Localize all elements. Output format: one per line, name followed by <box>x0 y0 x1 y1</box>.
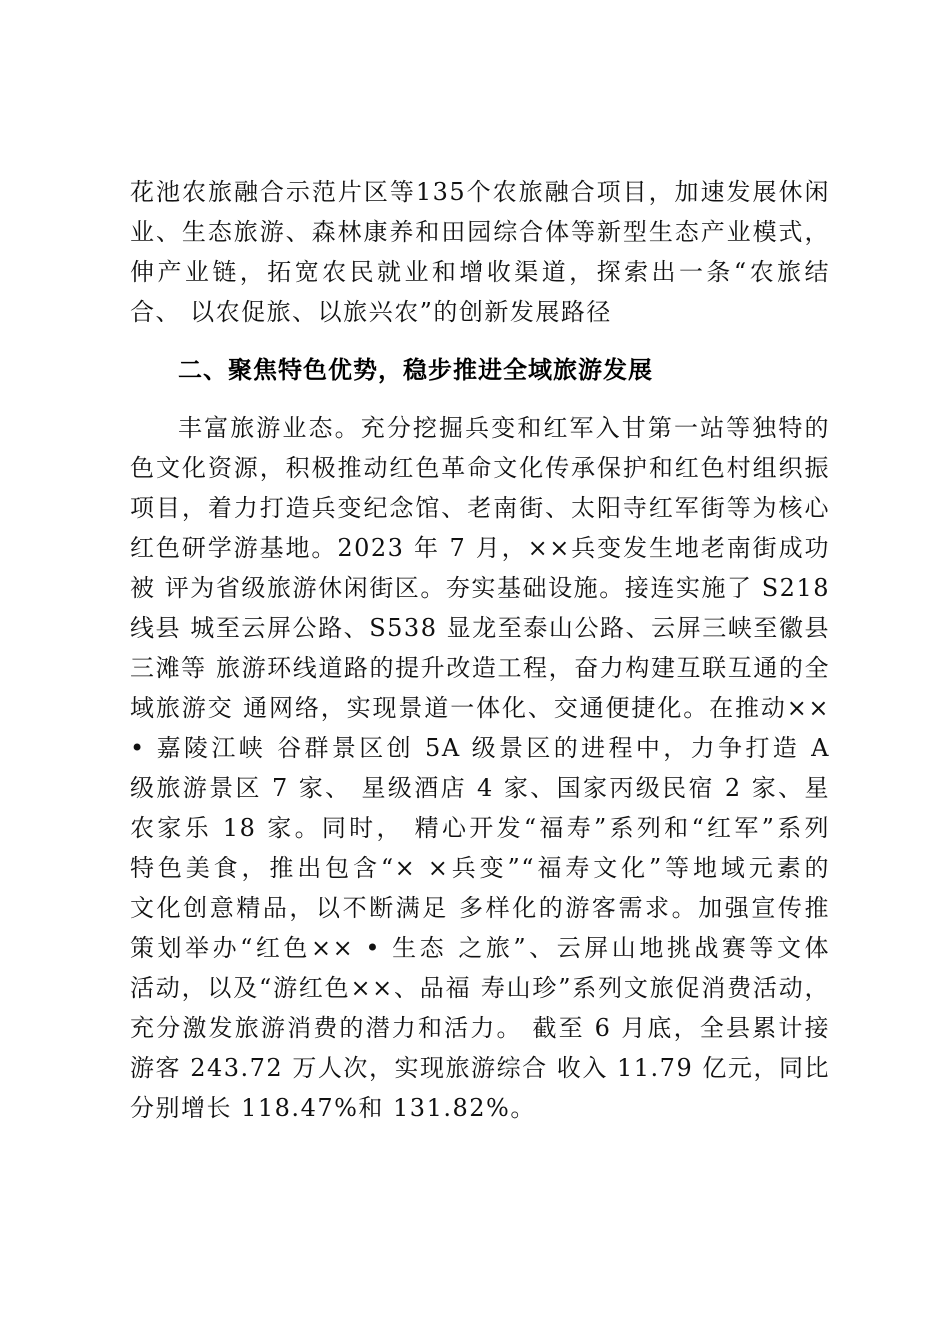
paragraph-line: 特色美食，推出包含“× ×兵变”“福寿文化”等地域元素的 <box>130 854 830 882</box>
paragraph-line: 域旅游交 通网络，实现景道一体化、交通便捷化。在推动×× <box>130 694 830 722</box>
paragraph-line: 策划举办“红色×× • 生态 之旅”、云屏山地挑战赛等文体 <box>130 934 830 962</box>
paragraph-line: 合、 以农促旅、以旅兴农”的创新发展路径 <box>130 298 612 326</box>
paragraph-line: 业、生态旅游、森林康养和田园综合体等新型生态产业模式， <box>130 218 830 246</box>
paragraph-line: 被 评为省级旅游休闲街区。夯实基础设施。接连实施了 S218 <box>130 574 830 602</box>
paragraph-line: • 嘉陵江峡 谷群景区创 5A 级景区的进程中，力争打造 A <box>130 734 830 762</box>
paragraph-line: 色文化资源，积极推动红色革命文化传承保护和红色村组织振 <box>130 454 830 482</box>
paragraph-line: 游客 243.72 万人次，实现旅游综合 收入 11.79 亿元，同比 <box>130 1054 830 1082</box>
section-heading: 二、聚焦特色优势，稳步推进全域旅游发展 <box>178 356 653 384</box>
paragraph-line: 文化创意精品，以不断满足 多样化的游客需求。加强宣传推 <box>130 894 830 922</box>
paragraph-line: 三滩等 旅游环线道路的提升改造工程，奋力构建互联互通的全 <box>130 654 830 682</box>
paragraph-line: 伸产业链，拓宽农民就业和增收渠道，探索出一条“农旅结 <box>130 258 830 286</box>
paragraph-line: 活动，以及“游红色××、品福 寿山珍”系列文旅促消费活动， <box>130 974 830 1002</box>
paragraph-line: 充分激发旅游消费的潜力和活力。 截至 6 月底，全县累计接 <box>130 1014 830 1042</box>
paragraph-line: 丰富旅游业态。充分挖掘兵变和红军入甘第一站等独特的 <box>178 414 830 442</box>
paragraph-line: 线县 城至云屏公路、S538 显龙至泰山公路、云屏三峡至徽县 <box>130 614 830 642</box>
paragraph-line: 红色研学游基地。2023 年 7 月，××兵变发生地老南街成功 <box>130 534 830 562</box>
paragraph-line: 项目，着力打造兵变纪念馆、老南街、太阳寺红军街等为核心 <box>130 494 830 522</box>
paragraph-line: 花池农旅融合示范片区等135个农旅融合项目，加速发展休闲 <box>130 178 830 206</box>
paragraph-line: 农家乐 18 家。同时， 精心开发“福寿”系列和“红军”系列 <box>130 814 830 842</box>
paragraph-line: 分别增长 118.47%和 131.82%。 <box>130 1094 536 1122</box>
paragraph-line: 级旅游景区 7 家、 星级酒店 4 家、国家丙级民宿 2 家、星 <box>130 774 830 802</box>
